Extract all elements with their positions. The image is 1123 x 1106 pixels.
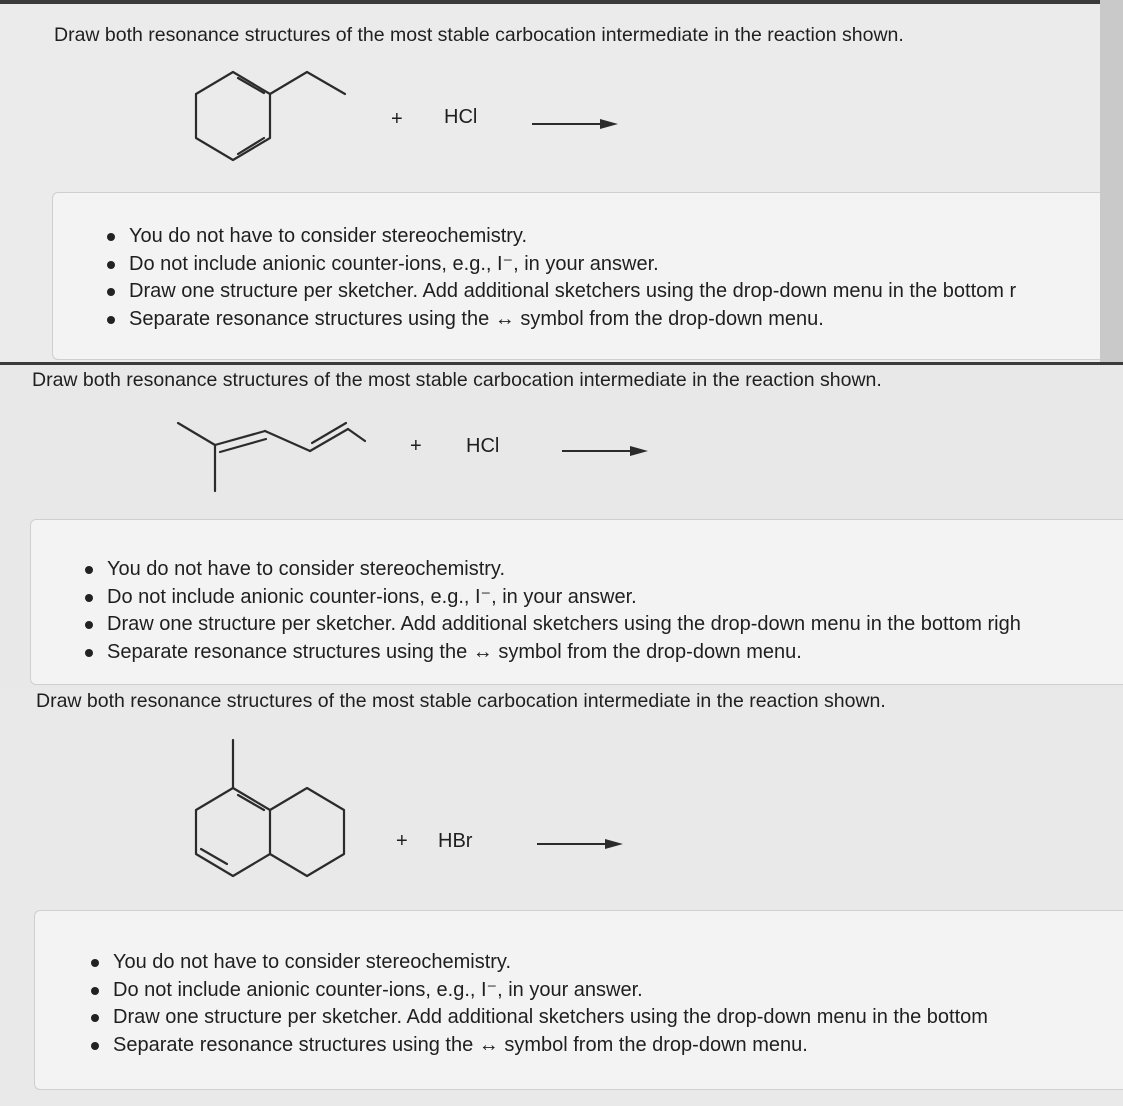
problem-3-instructions bbox=[34, 910, 1123, 1090]
problem-2-reactant-structure bbox=[170, 413, 370, 498]
instruction-item: Separate resonance structures using the ↔ symbol from the drop-down menu. bbox=[107, 639, 1123, 667]
instruction-item: You do not have to consider stereochemistry. bbox=[129, 223, 1100, 251]
problem-1-question: Draw both resonance structures of the most stable carbocation intermediate in the reaction shown. bbox=[54, 24, 904, 46]
instruction-item: Do not include anionic counter-ions, e.g., I⁻, in your answer. bbox=[107, 584, 1123, 612]
instruction-item: Do not include anionic counter-ions, e.g., I⁻, in your answer. bbox=[129, 251, 1100, 279]
problem-1-plus-sign: + bbox=[391, 108, 403, 130]
problem-3-panel bbox=[0, 688, 1123, 1106]
problem-2-question: Draw both resonance structures of the most stable carbocation intermediate in the reaction shown. bbox=[32, 369, 882, 391]
problem-2-reagent: HCl bbox=[466, 435, 500, 457]
instruction-item: Separate resonance structures using the ↔ symbol from the drop-down menu. bbox=[129, 306, 1100, 334]
problem-1-panel bbox=[0, 0, 1100, 362]
problem-1-reactant-structure bbox=[180, 62, 380, 172]
problem-2-instructions bbox=[30, 519, 1123, 685]
problem-3-reactant-structure bbox=[180, 736, 360, 886]
problem-2-reaction-arrow-icon bbox=[560, 443, 655, 459]
instruction-item: You do not have to consider stereochemistry. bbox=[113, 949, 1123, 977]
problem-2-plus-sign: + bbox=[410, 435, 422, 457]
problem-1-reagent: HCl bbox=[444, 106, 478, 128]
problem-3-plus-sign: + bbox=[396, 830, 408, 852]
instruction-item: Separate resonance structures using the ↔ symbol from the drop-down menu. bbox=[113, 1032, 1123, 1060]
instruction-item: Draw one structure per sketcher. Add additional sketchers using the drop-down menu in the bottom r bbox=[129, 278, 1100, 306]
instruction-item: You do not have to consider stereochemistry. bbox=[107, 556, 1123, 584]
instruction-item: Draw one structure per sketcher. Add additional sketchers using the drop-down menu in the bottom bbox=[113, 1004, 1123, 1032]
problem-3-question: Draw both resonance structures of the most stable carbocation intermediate in the reaction shown. bbox=[36, 690, 886, 712]
problem-3-reaction-arrow-icon bbox=[535, 836, 630, 852]
problem-1-instructions bbox=[52, 192, 1100, 360]
instruction-item: Draw one structure per sketcher. Add additional sketchers using the drop-down menu in the bottom righ bbox=[107, 611, 1123, 639]
problem-3-reagent: HBr bbox=[438, 830, 473, 852]
problem-1-reaction-arrow-icon bbox=[530, 116, 625, 132]
problem-2-panel bbox=[0, 362, 1123, 688]
instruction-item: Do not include anionic counter-ions, e.g., I⁻, in your answer. bbox=[113, 977, 1123, 1005]
